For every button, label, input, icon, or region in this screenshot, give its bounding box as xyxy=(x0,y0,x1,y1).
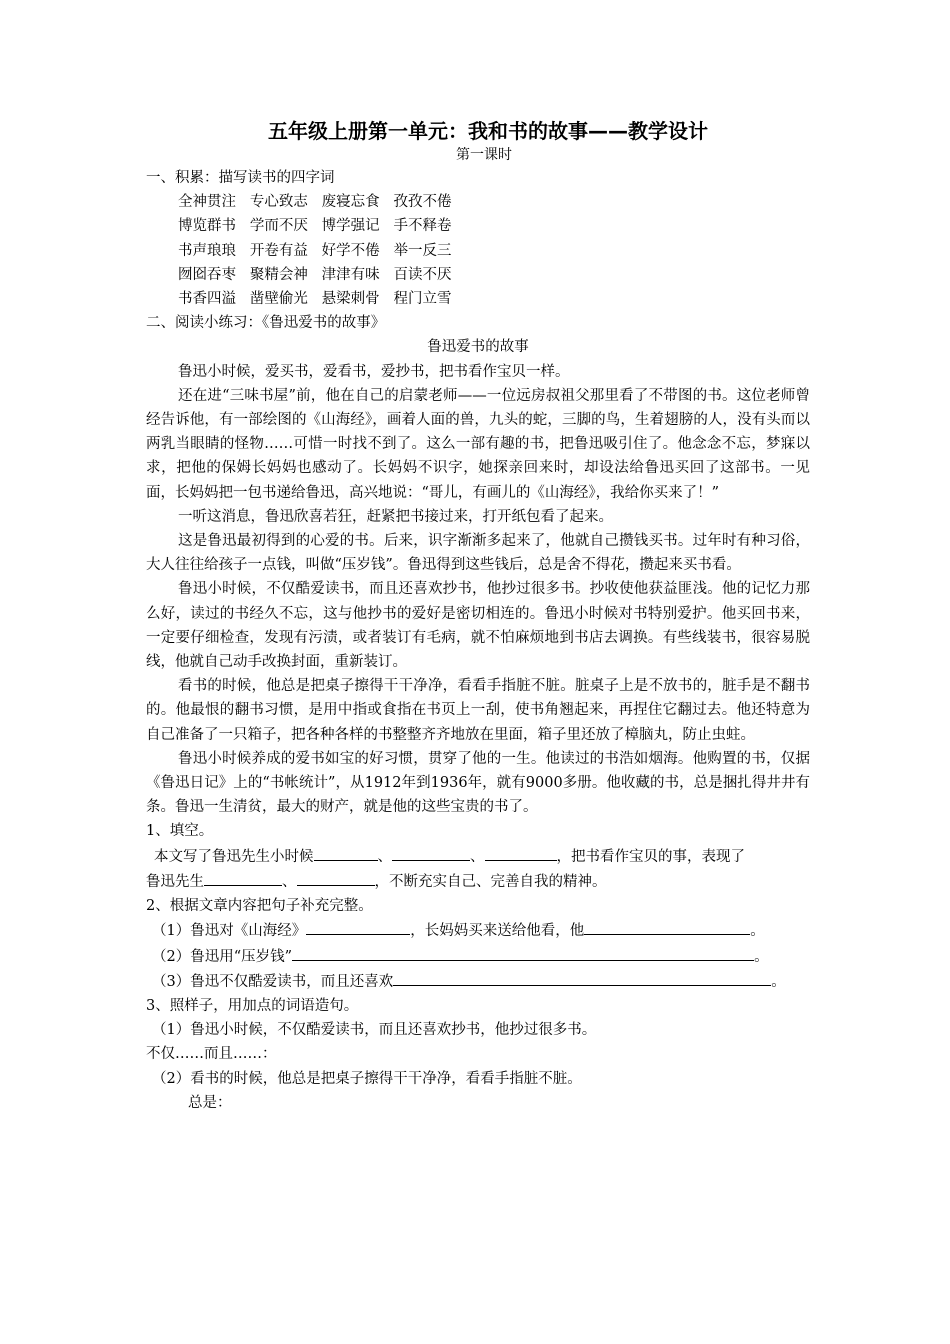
story-paragraph: 还在进“三味书屋”前，他在自己的启蒙老师——一位远房叔祖父那里看了不带图的书。这位老师曾经告诉他，有一部绘图的《山海经》，画着人面的兽，九头的蛇，三脚的鸟，生着翅膀的人，没有头而以两乳当眼睛的怪物……可惜一时找不到了。这么一部有趣的书，把鲁迅吸引住了。他念念不忘，梦寐以求，把他的保姆长妈妈也感动了。长妈妈不识字，她探亲回来时，却设法给鲁迅买回了这部书。一见面，长妈妈把一包书递给鲁迅，高兴地说：“哥儿，有画儿的《山海经》，我给你买来了！” xyxy=(146,387,810,501)
story-paragraph: 看书的时候，他总是把桌子擦得干干净净，看看手指脏不脏。脏桌子上是不放书的，脏手是不翻书的。他最恨的翻书习惯，是用中指或食指在书页上一刮，使书角翘起来，再捏住它翻过去。他还特意为自己准备了一只箱子，把各种各样的书整整齐齐地放在里面，箱子里还放了樟脑丸，防止虫蛀。 xyxy=(146,678,810,743)
question2-heading: 2、根据文章内容把句子补充完整。 xyxy=(146,898,373,915)
q1-text: ，不断充实自己、完善自我的精神。 xyxy=(374,873,607,890)
question3-pattern2: 总是： xyxy=(188,1094,232,1111)
question1-line1 xyxy=(146,844,810,869)
story-paragraph: 鲁迅小时候，爱买书，爱看书，爱抄书，把书看作宝贝一样。 xyxy=(178,363,570,380)
q2-text: （3）鲁迅不仅酷爱读书，而且还喜欢 xyxy=(152,973,394,990)
q2-end: 。 xyxy=(750,923,765,940)
story-paragraph: 一听这消息，鲁迅欣喜若狂，赶紧把书接过来，打开纸包看了起来。 xyxy=(178,508,613,525)
q2-text: （1）鲁迅对《山海经》 xyxy=(152,923,307,940)
question2-item3 xyxy=(146,969,810,994)
answer-blank[interactable] xyxy=(292,944,754,961)
q1-sep: 、 xyxy=(470,848,485,865)
section1-heading: 一、积累：描写读书的四字词 xyxy=(146,170,335,186)
story-title: 鲁迅爱书的故事 xyxy=(427,339,529,356)
document-page xyxy=(146,118,810,1115)
answer-blank[interactable] xyxy=(297,869,375,886)
answer-blank[interactable] xyxy=(314,844,378,861)
story-paragraph: 鲁迅小时候养成的爱书如宝的好习惯，贯穿了他的一生。他读过的书浩如烟海。他购置的书，仅据《鲁迅日记》上的“书帐统计”，从1912年到1936年，就有9000多册。他收藏的书，总是捆扎得井井有条。鲁迅一生清贫，最大的财产，就是他的这些宝贵的书了。 xyxy=(146,750,810,816)
question3-pattern1: 不仅……而且……： xyxy=(146,1046,277,1063)
lesson-subtitle: 第一课时 xyxy=(456,147,512,163)
answer-blank[interactable] xyxy=(485,844,557,861)
q2-end: 。 xyxy=(771,973,786,990)
q1-sep: 、 xyxy=(282,873,297,890)
question3-item2: （2）看书的时候，他总是把桌子擦得干干净净，看看手指脏不脏。 xyxy=(152,1070,582,1087)
answer-blank[interactable] xyxy=(392,844,470,861)
word-row: 博览群书 学而不厌 博学强记 手不释卷 xyxy=(178,218,452,235)
word-row: 书声琅琅 开卷有益 好学不倦 举一反三 xyxy=(178,242,452,259)
question2-item2 xyxy=(146,944,810,969)
answer-blank[interactable] xyxy=(584,918,750,935)
q2-text: （2）鲁迅用“压岁钱” xyxy=(152,948,293,965)
word-row: 囫囵吞枣 聚精会神 津津有味 百读不厌 xyxy=(178,266,452,283)
answer-blank[interactable] xyxy=(204,869,282,886)
q1-text: ，把书看作宝贝的事，表现了 xyxy=(556,848,745,865)
word-row: 全神贯注 专心致志 废寝忘食 孜孜不倦 xyxy=(178,194,452,211)
story-paragraph: 鲁迅小时候，不仅酷爱读书，而且还喜欢抄书，他抄过很多书。抄收使他获益匪浅。他的记忆力那么好，读过的书经久不忘，这与他抄书的爱好是密切相连的。鲁迅小时候对书特别爱护。他买回书来，一定要仔细检查，发现有污渍，或者装订有毛病，就不怕麻烦地到书店去调换。有些线装书，很容易脱线，他就自己动手改换封面，重新装订。 xyxy=(146,581,810,671)
answer-blank[interactable] xyxy=(393,969,771,986)
q2-end: 。 xyxy=(754,948,769,965)
q1-text: 本文写了鲁迅先生小时候 xyxy=(154,848,314,865)
q1-text: 鲁迅先生 xyxy=(146,873,204,890)
question1-line2 xyxy=(146,869,810,894)
story-paragraph: 这是鲁迅最初得到的心爱的书。后来，识字渐渐多起来了，他就自己攒钱买书。过年时有种习俗，大人往往给孩子一点钱，叫做“压岁钱”。鲁迅得到这些钱后，总是舍不得花，攒起来买书看。 xyxy=(146,533,810,574)
question1-heading: 1、填空。 xyxy=(146,823,214,840)
question2-item1 xyxy=(146,918,810,943)
q2-text: ，长妈妈买来送给他看，他 xyxy=(410,923,585,940)
question3-item1: （1）鲁迅小时候，不仅酷爱读书，而且还喜欢抄书，他抄过很多书。 xyxy=(152,1022,597,1039)
document-title: 五年级上册第一单元：我和书的故事——教学设计 xyxy=(268,119,708,143)
word-row: 书香四溢 凿壁偷光 悬梁刺骨 程门立雪 xyxy=(178,291,452,308)
question3-heading: 3、照样子，用加点的词语造句。 xyxy=(146,997,359,1014)
answer-blank[interactable] xyxy=(306,918,410,935)
q1-sep: 、 xyxy=(377,848,392,865)
section2-heading: 二、阅读小练习：《鲁迅爱书的故事》 xyxy=(146,315,386,332)
